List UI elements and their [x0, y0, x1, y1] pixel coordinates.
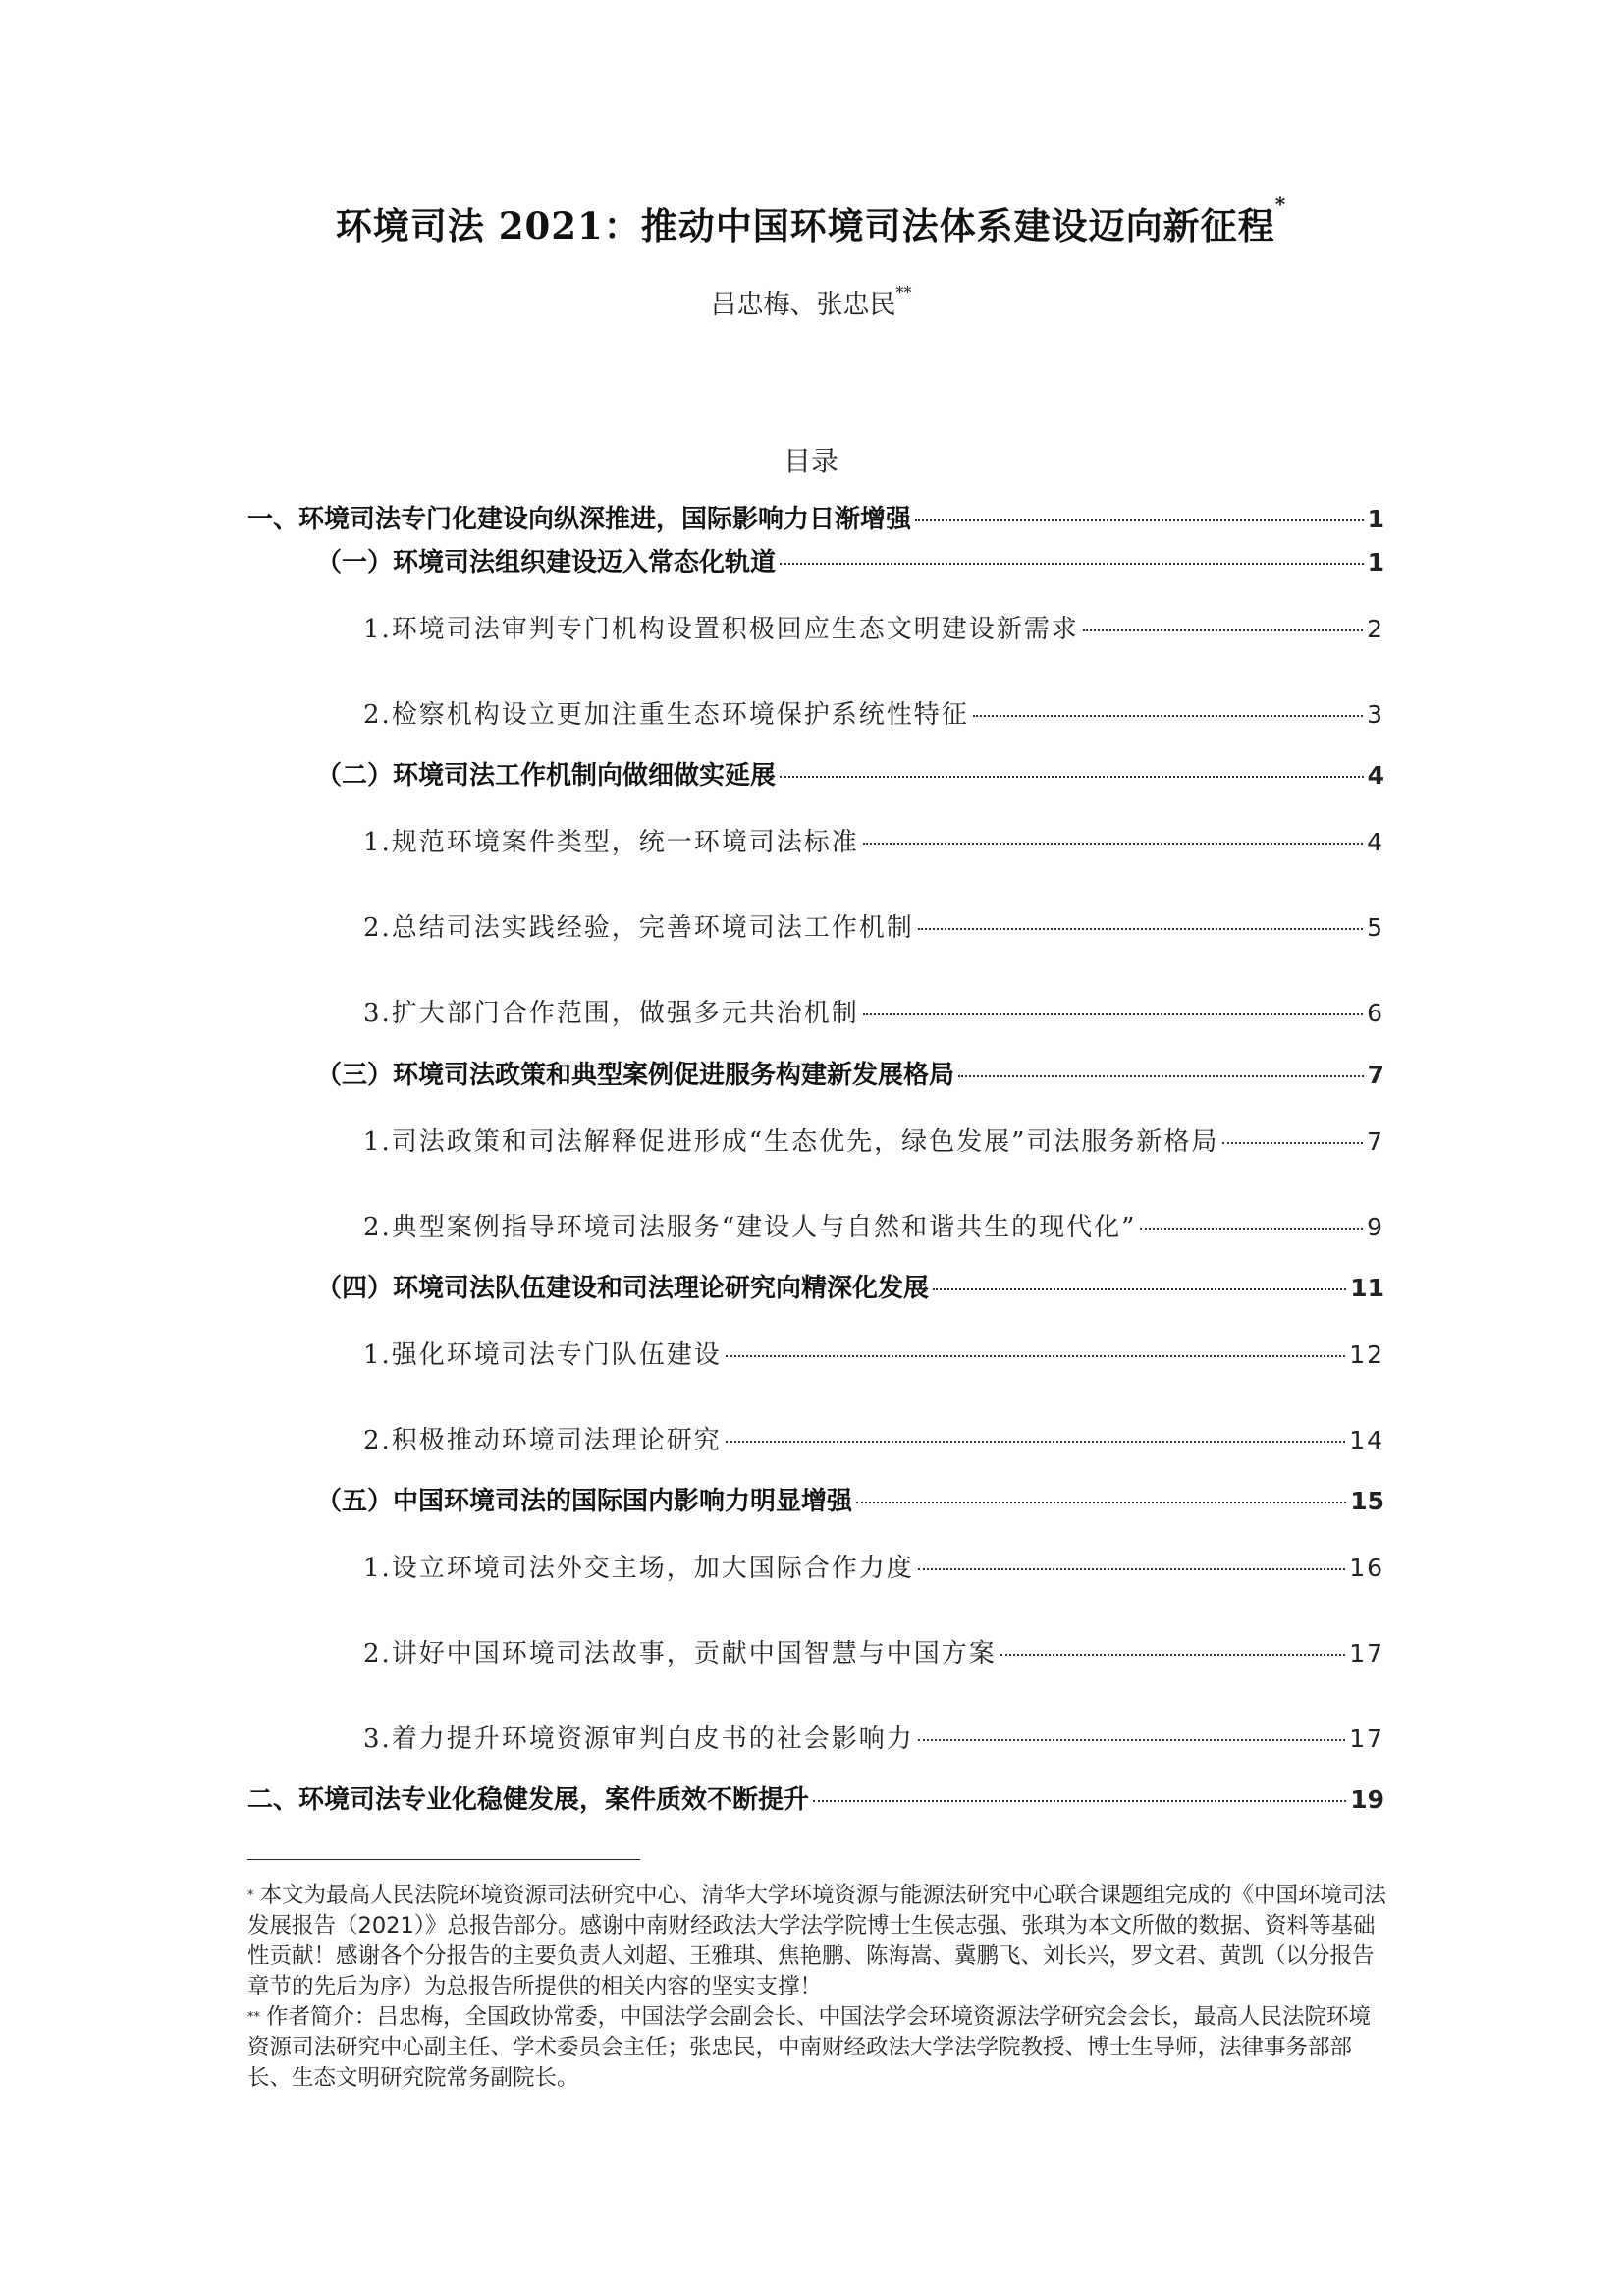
toc-leader-dots: [780, 776, 1364, 778]
toc-entry-label: 2.总结司法实践经验，完善环境司法工作机制: [363, 913, 914, 943]
toc-entry-label: （四）环境司法队伍建设和司法理论研究向精深化发展: [316, 1274, 930, 1303]
authors-text: 吕忠梅、张忠民: [710, 290, 896, 320]
toc-entry-label: 3.扩大部门合作范围，做强多元共治机制: [363, 999, 859, 1028]
toc-leader-dots: [918, 1739, 1345, 1741]
toc-leader-dots: [973, 715, 1363, 717]
footnote-text: 作者简介：吕忠梅，全国政协常委，中国法学会副会长、中国法学会环境资源法学研究会会长，最高人民法院环境资源司法研究中心副主任、学术委员会主任；张忠民，中南财经政法大学法学院教授、博士生导师，法律事务部部长、生态文明研究院常务副院长。: [247, 2004, 1372, 2091]
toc-leader-dots: [918, 1568, 1345, 1570]
toc-entry[interactable]: [363, 1335, 1384, 1374]
toc-entry[interactable]: [363, 694, 1384, 734]
toc-entry-page: 2: [1367, 615, 1384, 643]
toc-leader-dots: [726, 1441, 1345, 1443]
toc-leader-dots: [863, 1013, 1363, 1015]
toc-entry-label: （三）环境司法政策和典型案例促进服务构建新发展格局: [316, 1061, 955, 1090]
toc-entry-label: 1.强化环境司法专门队伍建设: [363, 1340, 722, 1370]
toc-entry[interactable]: [316, 542, 1384, 581]
toc-entry[interactable]: [363, 1633, 1384, 1672]
toc-leader-dots: [1000, 1654, 1345, 1656]
toc-entry[interactable]: [363, 609, 1384, 648]
footnote-mark: *: [247, 1888, 254, 1903]
toc-entry[interactable]: [247, 1779, 1384, 1819]
toc-entry-label: 一、环境司法专门化建设向纵深推进，国际影响力日渐增强: [247, 505, 912, 534]
page-title: [0, 192, 1622, 249]
authors-footnote-mark[interactable]: **: [895, 283, 912, 301]
toc-entry-page: 5: [1367, 913, 1384, 942]
toc-entry[interactable]: [363, 1121, 1384, 1161]
toc-entry[interactable]: [316, 1481, 1384, 1520]
toc-leader-dots: [856, 1502, 1346, 1503]
title-text: 环境司法 2021：推动中国环境司法体系建设迈向新征程: [335, 204, 1275, 247]
toc-entry-page: 6: [1367, 999, 1384, 1027]
toc-leader-dots: [918, 928, 1363, 930]
toc-entry[interactable]: [316, 755, 1384, 794]
toc-entry[interactable]: [363, 1207, 1384, 1246]
toc-entry-page: 4: [1367, 761, 1384, 790]
toc-entry-page: 4: [1367, 828, 1384, 856]
toc-entry[interactable]: [363, 1719, 1384, 1758]
authors-line: [0, 283, 1622, 321]
toc-entry[interactable]: [316, 1268, 1384, 1307]
toc-leader-dots: [1222, 1142, 1363, 1144]
toc-leader-dots: [780, 563, 1364, 565]
toc-entry-page: 3: [1367, 700, 1384, 729]
toc-entry[interactable]: [247, 499, 1384, 538]
toc-entry-page: 7: [1367, 1061, 1384, 1089]
toc-leader-dots: [933, 1288, 1346, 1290]
footnote: [247, 1881, 1386, 2002]
toc-entry-label: 2.检察机构设立更加注重生态环境保护系统性特征: [363, 700, 969, 730]
footnote-separator: [247, 1859, 640, 1860]
toc-entry-page: 12: [1349, 1340, 1384, 1369]
toc-entry-label: 1.环境司法审判专门机构设置积极回应生态文明建设新需求: [363, 615, 1079, 644]
footnote: [247, 2002, 1386, 2094]
toc-entry-page: 17: [1349, 1724, 1384, 1753]
toc-entry[interactable]: [363, 993, 1384, 1032]
toc-entry-label: 二、环境司法专业化稳健发展，案件质效不断提升: [247, 1785, 810, 1815]
toc-entry-label: （二）环境司法工作机制向做细做实延展: [316, 761, 777, 791]
toc-leader-dots: [813, 1800, 1346, 1802]
toc-entry-page: 11: [1350, 1274, 1384, 1302]
toc-leader-dots: [1083, 629, 1363, 631]
toc-entry-page: 7: [1367, 1127, 1384, 1156]
toc-leader-dots: [958, 1075, 1364, 1077]
toc-leader-dots: [1140, 1228, 1363, 1230]
toc-entry-page: 16: [1349, 1554, 1384, 1582]
toc-entry-page: 1: [1367, 505, 1384, 533]
toc-entry-label: 2.典型案例指导环境司法服务“建设人与自然和谐共生的现代化”: [363, 1213, 1137, 1242]
footnotes: [247, 1881, 1386, 2094]
toc-entry-label: 2.积极推动环境司法理论研究: [363, 1426, 722, 1455]
toc-leader-dots: [863, 843, 1363, 845]
title-footnote-mark[interactable]: *: [1274, 192, 1287, 216]
toc-entry-label: 1.司法政策和司法解释促进形成“生态优先，绿色发展”司法服务新格局: [363, 1127, 1219, 1157]
toc-leader-dots: [726, 1355, 1345, 1357]
toc-entry-page: 19: [1350, 1785, 1384, 1814]
footnote-mark: **: [247, 2010, 260, 2025]
footnote-text: 本文为最高人民法院环境资源司法研究中心、清华大学环境资源与能源法研究中心联合课题组完成的《中国环境司法发展报告（2021）》总报告部分。感谢中南财经政法大学法学院博士生侯志强、张琪为本文所做的数据、资料等基础性贡献！感谢各个分报告的主要负责人刘超、王雅琪、焦艳鹏、陈海嵩、冀鹏飞、刘长兴，罗文君、黄凯（以分报告章节的先后为序）为总报告所提供的相关内容的坚实支撑！: [247, 1883, 1387, 1999]
toc-entry-label: （五）中国环境司法的国际国内影响力明显增强: [316, 1487, 853, 1516]
toc-entry-label: 2.讲好中国环境司法故事，贡献中国智慧与中国方案: [363, 1639, 997, 1668]
toc-entry[interactable]: [363, 1548, 1384, 1587]
toc-entry-label: 1.设立环境司法外交主场，加大国际合作力度: [363, 1554, 914, 1583]
toc-leader-dots: [915, 519, 1364, 521]
toc-entry-label: （一）环境司法组织建设迈入常态化轨道: [316, 548, 777, 577]
toc-entry[interactable]: [363, 822, 1384, 861]
toc-entry-page: 14: [1349, 1426, 1384, 1454]
toc-entry-page: 17: [1349, 1639, 1384, 1667]
toc-entry[interactable]: [316, 1055, 1384, 1094]
toc-entry-page: 9: [1367, 1213, 1384, 1241]
toc-entry-label: 3.着力提升环境资源审判白皮书的社会影响力: [363, 1724, 914, 1754]
toc-entry[interactable]: [363, 907, 1384, 947]
toc-entry-page: 1: [1367, 548, 1384, 576]
toc-entry[interactable]: [363, 1420, 1384, 1459]
toc-entry-label: 1.规范环境案件类型，统一环境司法标准: [363, 828, 859, 857]
toc-entry-page: 15: [1350, 1487, 1384, 1515]
toc-heading: 目录: [783, 445, 838, 477]
